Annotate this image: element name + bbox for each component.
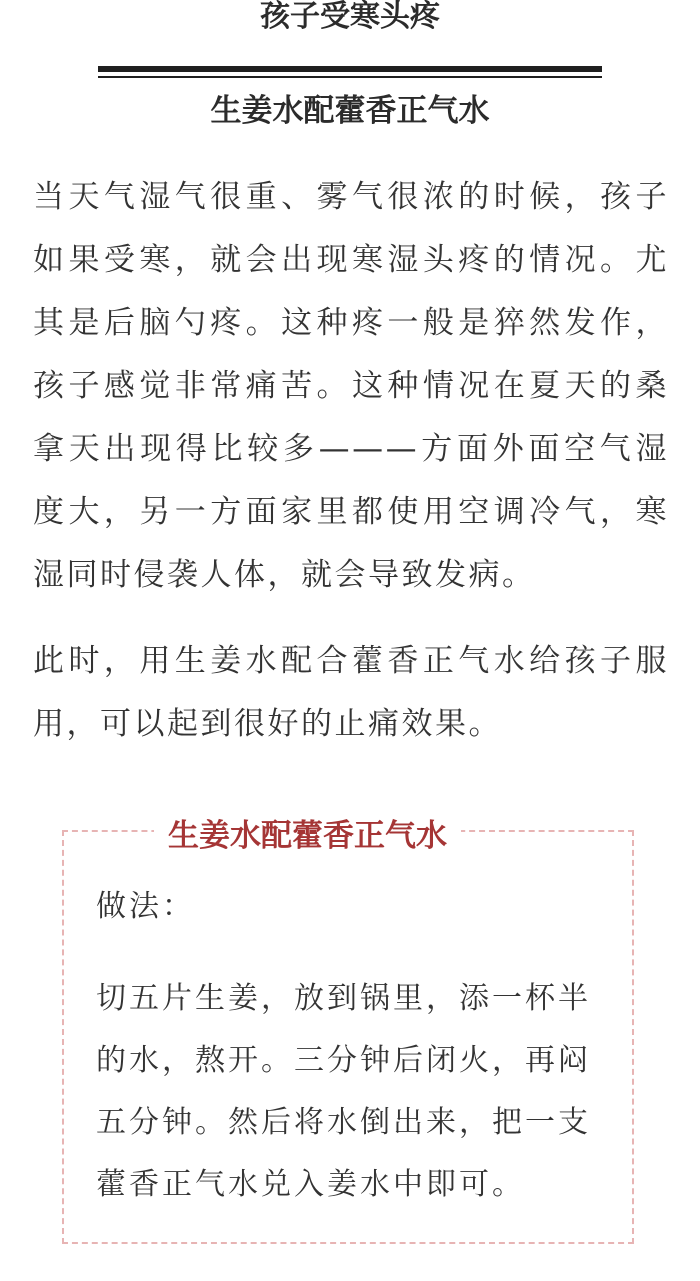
recipe-method-label: 做法： xyxy=(96,889,195,924)
title-divider-thin xyxy=(98,76,602,78)
section-title: 孩子受寒头疼 xyxy=(260,0,440,34)
body-paragraph-1: 当天气湿气很重、雾气很浓的时候，孩子如果受寒，就会出现寒湿头疼的情况。尤其是后脑勺疼。这种疼一般是猝然发作，孩子感觉非常痛苦。这种情况在夏天的桑拿天出现得比较多———方面外面空气湿度大，另一方面家里都使用空调冷气，寒湿同时侵袭人体，就会导致发病。 xyxy=(33,179,669,593)
section-subtitle: 生姜水配藿香正气水 xyxy=(210,93,490,129)
body-paragraph-2: 此时，用生姜水配合藿香正气水给孩子服用，可以起到很好的止痛效果。 xyxy=(33,643,669,742)
recipe-method-text: 切五片生姜，放到锅里，添一杯半的水，熬开。三分钟后闭火，再闷五分钟。然后将水倒出来，把一支藿香正气水兑入姜水中即可。 xyxy=(96,981,591,1202)
title-divider-thick xyxy=(98,66,602,72)
recipe-box-title: 生姜水配藿香正气水 xyxy=(154,812,461,860)
